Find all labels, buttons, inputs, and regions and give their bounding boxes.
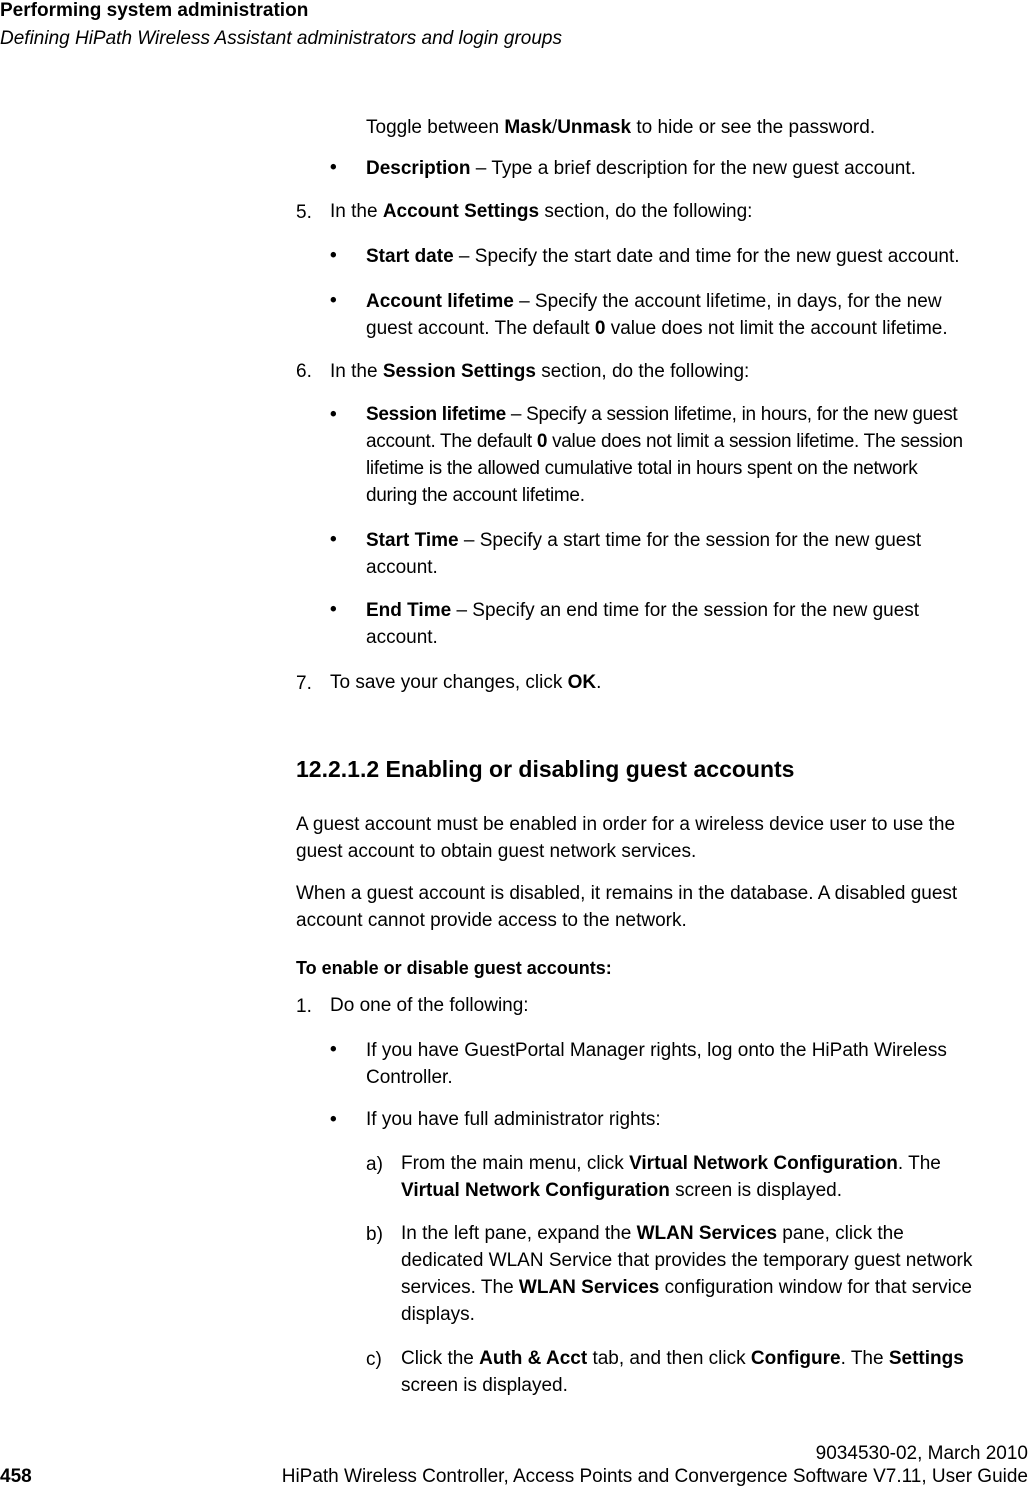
procedure-title: To enable or disable guest accounts:: [296, 958, 612, 978]
bullet-icon: •: [330, 404, 337, 425]
bullet-icon: •: [330, 157, 337, 178]
page-number: 458: [0, 1466, 32, 1487]
step-5: In the Account Settings section, do the following:: [330, 201, 753, 222]
running-header-title: Performing system administration: [0, 0, 309, 21]
start-time-item: Start Time – Specify a start time for the session for the new guest account.: [366, 530, 922, 578]
intro-paragraph-1: A guest account must be enabled in order for a wireless device user to use the guest account to obtain guest network services.: [296, 814, 956, 862]
substep-a: From the main menu, click Virtual Network Configuration. The Virtual Network Configuration screen is displayed.: [401, 1153, 941, 1201]
running-header-subtitle: Defining HiPath Wireless Assistant administrators and login groups: [0, 28, 562, 49]
footer-guide-title: HiPath Wireless Controller, Access Points and Convergence Software V7.11, User Guide: [281, 1466, 1028, 1487]
step-number: 7.: [296, 673, 312, 694]
substep-b: In the left pane, expand the WLAN Services pane, click the dedicated WLAN Service that provides the temporary guest network services. The WLAN Services configuration window for that service displays.: [401, 1223, 973, 1325]
account-lifetime-item: Account lifetime – Specify the account lifetime, in days, for the new guest account. The default 0 value does not limit the account lifetime.: [366, 291, 948, 339]
bullet-icon: •: [330, 290, 337, 311]
step-number: 1.: [296, 996, 312, 1017]
substep-label: c): [366, 1349, 382, 1370]
bullet-icon: •: [330, 599, 337, 620]
substep-c: Click the Auth & Acct tab, and then click Configure. The Settings screen is displayed.: [401, 1348, 964, 1396]
intro-paragraph-2: When a guest account is disabled, it remains in the database. A disabled guest account cannot provide access to the network.: [296, 883, 958, 931]
start-date-item: Start date – Specify the start date and time for the new guest account.: [366, 246, 960, 267]
bullet-icon: •: [330, 245, 337, 266]
footer-doc-id: 9034530-02, March 2010: [815, 1443, 1028, 1464]
step-1: Do one of the following:: [330, 995, 529, 1016]
toggle-instruction: Toggle between Mask/Unmask to hide or see the password.: [366, 117, 876, 138]
substep-label: a): [366, 1154, 383, 1175]
step-6: In the Session Settings section, do the following:: [330, 361, 750, 382]
bullet-icon: •: [330, 529, 337, 550]
guestportal-manager-option: If you have GuestPortal Manager rights, log onto the HiPath Wireless Controller.: [366, 1040, 947, 1088]
session-lifetime-item: Session lifetime – Specify a session lifetime, in hours, for the new guest account. The default 0 value does not limit a session lifetime. The session lifetime is the allowed cumulative total in hours spent on the network during the account lifetime.: [366, 404, 963, 506]
full-admin-option: If you have full administrator rights:: [366, 1109, 661, 1130]
section-heading: 12.2.1.2 Enabling or disabling guest accounts: [296, 756, 795, 782]
bullet-icon: •: [330, 1109, 337, 1130]
end-time-item: End Time – Specify an end time for the session for the new guest account.: [366, 600, 920, 648]
step-number: 6.: [296, 361, 312, 382]
bullet-icon: •: [330, 1039, 337, 1060]
substep-label: b): [366, 1224, 383, 1245]
step-7: To save your changes, click OK.: [330, 672, 602, 693]
step-number: 5.: [296, 202, 312, 223]
description-item: Description – Type a brief description for the new guest account.: [366, 158, 916, 179]
